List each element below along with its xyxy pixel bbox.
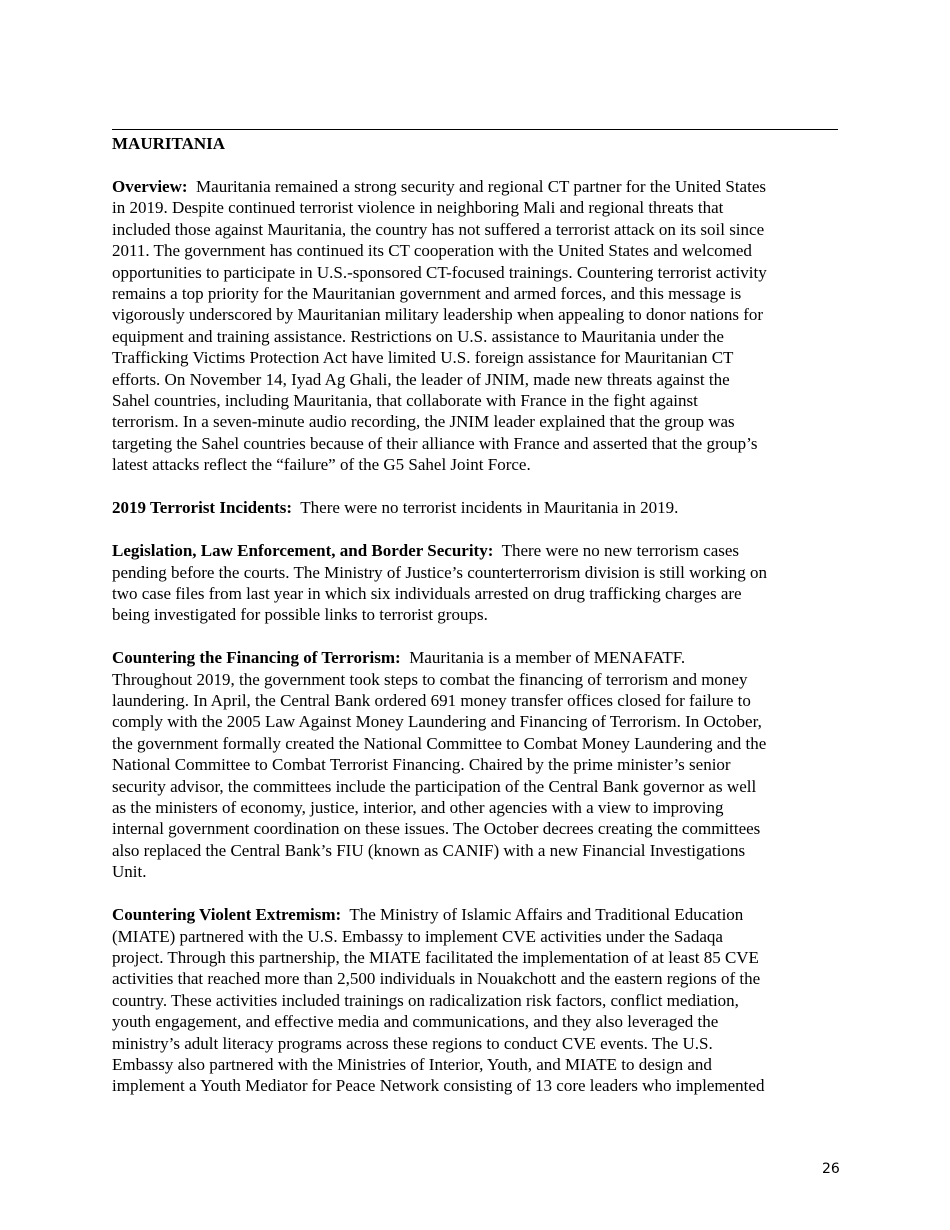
page-number: 26 (822, 1161, 840, 1177)
line-text: youth engagement, and effective media and communications, and they also leveraged the (112, 1012, 719, 1032)
section-paragraph (112, 540, 838, 626)
text-line (112, 904, 838, 925)
text-line (112, 947, 838, 968)
text-line (112, 219, 838, 240)
line-text: opportunities to participate in U.S.-sponsored CT-focused trainings. Countering terrorist activity (112, 262, 767, 282)
line-text: laundering. In April, the Central Bank ordered 691 money transfer offices closed for failure to (112, 691, 751, 711)
line-text: included those against Mauritania, the country has not suffered a terrorist attack on its soil since (112, 219, 765, 239)
line-text: vigorously underscored by Mauritanian military leadership when appealing to donor nations for (112, 305, 764, 325)
line-text: remains a top priority for the Mauritanian government and armed forces, and this message is (112, 284, 742, 304)
section-heading: Legislation, Law Enforcement, and Border Security: (112, 541, 494, 561)
text-line (112, 304, 838, 325)
line-text: There were no new terrorism cases (501, 541, 740, 561)
text-line (112, 669, 838, 690)
text-line (112, 711, 838, 732)
line-text: comply with the 2005 Law Against Money Laundering and Financing of Terrorism. In October, (112, 712, 762, 732)
section-paragraph (112, 647, 838, 882)
text-line (112, 1011, 838, 1032)
text-line (112, 1075, 838, 1096)
text-line (112, 990, 838, 1011)
line-text: internal government coordination on these issues. The October decrees creating the committees (112, 819, 761, 839)
text-line (112, 411, 838, 432)
section-heading: 2019 Terrorist Incidents: (112, 498, 293, 518)
text-line (112, 733, 838, 754)
line-text: in 2019. Despite continued terrorist violence in neighboring Mali and regional threats that (112, 198, 724, 218)
text-line (112, 197, 838, 218)
line-text: country. These activities included trainings on radicalization risk factors, conflict mediation, (112, 990, 739, 1010)
line-text: National Committee to Combat Terrorist Financing. Chaired by the prime minister’s senior (112, 755, 731, 775)
line-text: the government formally created the National Committee to Combat Money Laundering and the (112, 733, 767, 753)
text-line (112, 604, 838, 625)
text-line (112, 283, 838, 304)
line-text: ministry’s adult literacy programs across these regions to conduct CVE events. The U.S. (112, 1033, 713, 1053)
text-line (112, 647, 838, 668)
section-heading: Countering Violent Extremism: (112, 905, 342, 925)
line-text: efforts. On November 14, Iyad Ag Ghali, the leader of JNIM, made new threats against the (112, 369, 730, 389)
document-body (112, 176, 838, 1118)
text-line (112, 690, 838, 711)
top-horizontal-rule (112, 129, 838, 130)
line-text: security advisor, the committees include the participation of the Central Bank governor as well (112, 776, 757, 796)
section-paragraph (112, 176, 838, 476)
text-line (112, 176, 838, 197)
text-line (112, 240, 838, 261)
line-text: Unit. (112, 862, 147, 882)
text-line (112, 454, 838, 475)
line-text: pending before the courts. The Ministry of Justice’s counterterrorism division is still working on (112, 562, 768, 582)
section-heading: Countering the Financing of Terrorism: (112, 648, 401, 668)
line-text: Mauritania is a member of MENAFATF. (409, 648, 686, 668)
section-paragraph (112, 904, 838, 1097)
text-line (112, 797, 838, 818)
line-text: latest attacks reflect the “failure” of the G5 Sahel Joint Force. (112, 455, 531, 475)
line-text: implement a Youth Mediator for Peace Network consisting of 13 core leaders who implemented (112, 1076, 765, 1096)
text-line (112, 840, 838, 861)
text-line (112, 347, 838, 368)
section-heading: Overview: (112, 177, 188, 196)
line-text: as the ministers of economy, justice, interior, and other agencies with a view to improving (112, 798, 724, 818)
text-line (112, 583, 838, 604)
country-title: MAURITANIA (112, 134, 226, 153)
line-text: (MIATE) partnered with the U.S. Embassy to implement CVE activities under the Sadaqa (112, 926, 723, 946)
line-text: terrorism. In a seven-minute audio recording, the JNIM leader explained that the group was (112, 412, 735, 432)
text-line (112, 390, 838, 411)
line-text: Trafficking Victims Protection Act have limited U.S. foreign assistance for Mauritanian CT (112, 348, 734, 368)
line-text: The Ministry of Islamic Affairs and Traditional Education (349, 905, 744, 925)
line-text: Embassy also partnered with the Ministries of Interior, Youth, and MIATE to design and (112, 1055, 712, 1075)
section-paragraph (112, 497, 838, 518)
text-line (112, 369, 838, 390)
text-line (112, 818, 838, 839)
line-text: being investigated for possible links to terrorist groups. (112, 605, 488, 625)
text-line (112, 497, 838, 518)
text-line (112, 1033, 838, 1054)
text-line (112, 326, 838, 347)
text-line (112, 262, 838, 283)
line-text: 2011. The government has continued its CT cooperation with the United States and welcomed (112, 241, 752, 261)
text-line (112, 433, 838, 454)
text-line (112, 861, 838, 882)
line-text: also replaced the Central Bank’s FIU (known as CANIF) with a new Financial Investigations (112, 840, 746, 860)
text-line (112, 754, 838, 775)
line-text: equipment and training assistance. Restrictions on U.S. assistance to Mauritania under the (112, 326, 724, 346)
line-text: Sahel countries, including Mauritania, that collaborate with France in the fight against (112, 391, 698, 411)
line-text: activities that reached more than 2,500 individuals in Nouakchott and the eastern regions of the (112, 969, 761, 989)
text-line (112, 540, 838, 561)
line-text: Mauritania remained a strong security and regional CT partner for the United States (196, 177, 766, 196)
text-line (112, 926, 838, 947)
text-line (112, 1054, 838, 1075)
text-line (112, 776, 838, 797)
line-text: Throughout 2019, the government took steps to combat the financing of terrorism and money (112, 669, 748, 689)
text-line (112, 968, 838, 989)
line-text: targeting the Sahel countries because of their alliance with France and asserted that the group’s (112, 433, 758, 453)
line-text: There were no terrorist incidents in Mauritania in 2019. (300, 498, 679, 518)
line-text: project. Through this partnership, the MIATE facilitated the implementation of at least 85 CVE (112, 948, 759, 967)
text-line (112, 562, 838, 583)
line-text: two case files from last year in which six individuals arrested on drug trafficking charges are (112, 583, 742, 603)
